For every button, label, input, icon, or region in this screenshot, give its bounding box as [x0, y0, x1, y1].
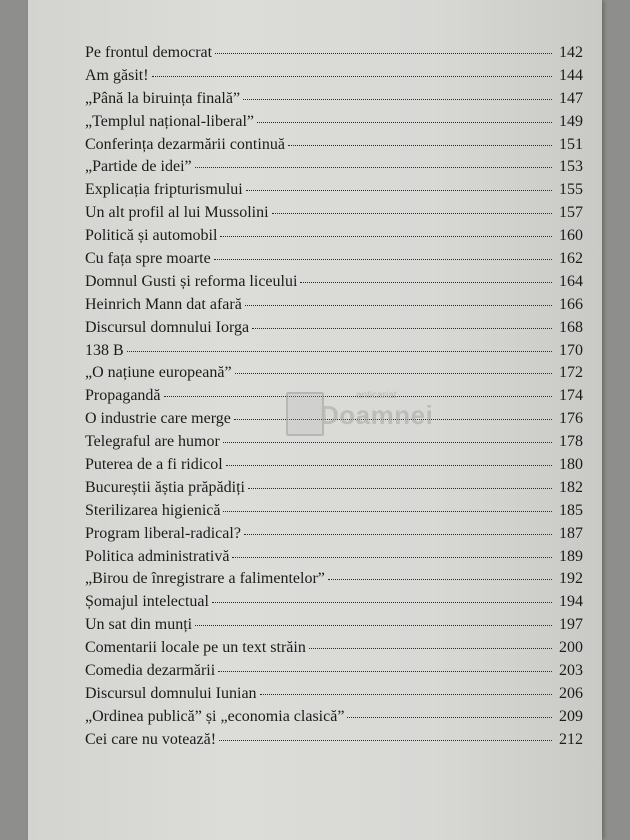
toc-entry-page: 147 — [559, 89, 583, 107]
toc-entry-page: 160 — [559, 227, 583, 245]
toc-entry-page: 185 — [559, 501, 583, 519]
toc-entry-page: 197 — [559, 616, 583, 634]
toc-entry-page: 206 — [559, 684, 583, 702]
toc-leader-dots — [232, 557, 552, 558]
toc-entry-page: 178 — [559, 433, 583, 451]
toc-leader-dots — [246, 190, 552, 191]
toc-leader-dots — [260, 694, 552, 695]
toc-entry — [85, 683, 583, 706]
toc-entry-title: Comedia dezarmării — [85, 662, 216, 680]
toc-entry-title: Domnul Gusti și reforma liceului — [85, 272, 298, 290]
toc-entry — [85, 294, 583, 317]
toc-entry — [85, 88, 583, 111]
toc-entry — [85, 706, 583, 729]
toc-leader-dots — [223, 442, 552, 443]
toc-leader-dots — [347, 717, 552, 718]
toc-entry — [85, 614, 583, 637]
toc-entry — [85, 500, 583, 523]
toc-entry — [85, 454, 583, 477]
toc-leader-dots — [223, 511, 552, 512]
toc-entry-title: Heinrich Mann dat afară — [85, 295, 242, 313]
toc-leader-dots — [248, 488, 552, 489]
toc-leader-dots — [245, 305, 552, 306]
toc-entry — [85, 271, 583, 294]
toc-entry-title: Bucureștii ăștia prăpădiți — [85, 478, 245, 496]
toc-leader-dots — [127, 351, 552, 352]
toc-entry — [85, 65, 583, 88]
toc-entry-page: 155 — [559, 181, 583, 199]
toc-entry — [85, 156, 583, 179]
toc-entry-title: Explicația fripturismului — [85, 181, 243, 199]
toc-entry-title: Discursul domnului Iunian — [85, 684, 257, 702]
toc-entry-title: 138 B — [85, 341, 124, 359]
toc-entry-title: Telegraful are humor — [85, 433, 220, 451]
toc-entry — [85, 340, 583, 363]
toc-entry-page: 162 — [559, 250, 583, 268]
toc-leader-dots — [218, 671, 552, 672]
toc-entry — [85, 568, 583, 591]
toc-entry — [85, 523, 583, 546]
toc-entry — [85, 546, 583, 569]
toc-leader-dots — [226, 465, 552, 466]
toc-entry-title: Un sat din munți — [85, 616, 193, 634]
toc-entry-page: 182 — [559, 478, 583, 496]
table-of-contents — [85, 42, 583, 752]
toc-leader-dots — [195, 167, 552, 168]
toc-entry-page: 151 — [559, 135, 583, 153]
toc-leader-dots — [257, 122, 552, 123]
toc-leader-dots — [300, 282, 552, 283]
toc-entry-page: 170 — [559, 341, 583, 359]
toc-entry-page: 209 — [559, 707, 583, 725]
toc-leader-dots — [214, 259, 552, 260]
book-page — [28, 0, 602, 840]
toc-entry-title: Discursul domnului Iorga — [85, 318, 250, 336]
toc-entry-title: Un alt profil al lui Mussolini — [85, 204, 269, 222]
toc-entry-title: Program liberal-radical? — [85, 524, 241, 542]
toc-entry — [85, 591, 583, 614]
toc-entry-page: 168 — [559, 318, 583, 336]
toc-leader-dots — [328, 579, 552, 580]
toc-entry — [85, 202, 583, 225]
toc-entry — [85, 385, 583, 408]
toc-leader-dots — [252, 328, 552, 329]
toc-entry-page: 194 — [559, 593, 583, 611]
toc-entry-page: 180 — [559, 456, 583, 474]
toc-entry-title: Comentarii locale pe un text străin — [85, 639, 306, 657]
toc-entry — [85, 248, 583, 271]
toc-entry-title: Puterea de a fi ridicol — [85, 456, 223, 474]
toc-entry-page: 149 — [559, 112, 583, 130]
toc-entry-title: „Templul național-liberal” — [85, 112, 255, 130]
watermark-big-text: Doamnei — [320, 400, 434, 430]
toc-entry-page: 187 — [559, 524, 583, 542]
toc-leader-dots — [244, 534, 552, 535]
toc-leader-dots — [272, 213, 552, 214]
toc-entry-title: Pe frontul democrat — [85, 44, 213, 61]
toc-leader-dots — [309, 648, 552, 649]
toc-entry — [85, 225, 583, 248]
toc-entry-title: Conferința dezarmării continuă — [85, 135, 285, 153]
toc-leader-dots — [164, 396, 552, 397]
toc-entry — [85, 431, 583, 454]
toc-leader-dots — [243, 99, 552, 100]
toc-entry — [85, 362, 583, 385]
toc-entry — [85, 729, 583, 752]
toc-entry-page: 164 — [559, 272, 583, 290]
toc-entry-title: Politica administrativă — [85, 547, 230, 565]
toc-entry-title: „Ordinea publică” și „economia clasică” — [85, 707, 345, 725]
toc-leader-dots — [220, 236, 552, 237]
toc-entry — [85, 637, 583, 660]
toc-leader-dots — [288, 145, 552, 146]
toc-leader-dots — [234, 419, 552, 420]
toc-entry-title: „Până la biruința finală” — [85, 89, 241, 107]
toc-leader-dots — [235, 373, 552, 374]
toc-entry — [85, 660, 583, 683]
toc-entry-title: „Partide de idei” — [85, 158, 192, 176]
toc-entry-title: Cei care nu votează! — [85, 730, 217, 748]
toc-entry-page: 153 — [559, 158, 583, 176]
toc-entry-page: 192 — [559, 570, 583, 588]
toc-leader-dots — [219, 740, 552, 741]
toc-entry — [85, 111, 583, 134]
toc-entry-title: Cu fața spre moarte — [85, 250, 211, 268]
toc-entry — [85, 179, 583, 202]
toc-entry — [85, 317, 583, 340]
toc-entry-page: 157 — [559, 204, 583, 222]
toc-entry-title: Sterilizarea higienică — [85, 501, 221, 519]
toc-entry-title: „Birou de înregistrare a falimentelor” — [85, 570, 325, 588]
toc-entry-page: 200 — [559, 639, 583, 657]
toc-entry-title: Am găsit! — [85, 66, 149, 84]
toc-leader-dots — [195, 625, 552, 626]
toc-entry-page: 142 — [559, 44, 583, 61]
toc-entry-title: Propagandă — [85, 387, 161, 405]
toc-entry-title: „O națiune europeană” — [85, 364, 232, 382]
toc-entry-page: 189 — [559, 547, 583, 565]
toc-entry-page: 166 — [559, 295, 583, 313]
toc-entry — [85, 408, 583, 431]
toc-entry — [85, 477, 583, 500]
toc-entry-title: Politică și automobil — [85, 227, 218, 245]
toc-leader-dots — [215, 53, 552, 54]
toc-leader-dots — [152, 76, 552, 77]
toc-entry-title: O industrie care merge — [85, 410, 231, 428]
toc-entry-page: 212 — [559, 730, 583, 748]
toc-entry-page: 176 — [559, 410, 583, 428]
toc-entry-page: 172 — [559, 364, 583, 382]
toc-entry-page: 144 — [559, 66, 583, 84]
toc-leader-dots — [212, 602, 552, 603]
toc-entry-page: 203 — [559, 662, 583, 680]
toc-entry — [85, 42, 583, 65]
toc-entry — [85, 134, 583, 157]
watermark-small-text: anticariat — [356, 390, 397, 401]
toc-entry-page: 174 — [559, 387, 583, 405]
toc-entry-title: Șomajul intelectual — [85, 593, 209, 611]
